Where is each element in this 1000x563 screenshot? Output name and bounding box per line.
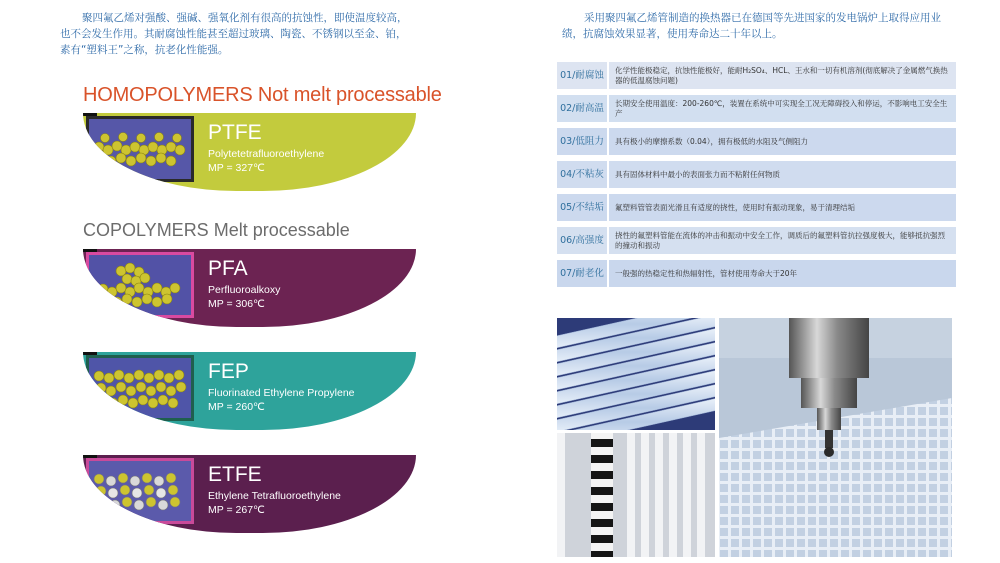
polymer-card-etfe	[83, 455, 416, 533]
property-key: 06/高强度	[557, 227, 609, 254]
photo-ptfe-tubes	[557, 318, 715, 430]
polymer-card-pfa	[83, 249, 416, 327]
property-row	[557, 260, 956, 287]
homopolymers-heading: HOMOPOLYMERS Not melt processable	[83, 84, 442, 106]
property-description: 挠性的氟塑料管能在流体的冲击和振动中安全工作，调质后的氟塑料管抗拉强度极大，能够抵抗强烈的撞动和振动	[609, 227, 956, 254]
polymer-fullname-ptfe: Polytetetrafluoroethylene	[208, 148, 325, 160]
polymer-mp-ptfe: MP = 327℃	[208, 162, 265, 174]
polymer-card-ptfe	[83, 113, 416, 191]
property-row	[557, 161, 956, 188]
polymer-mp-pfa: MP = 306℃	[208, 298, 265, 310]
property-row	[557, 128, 956, 155]
property-key: 01/耐腐蚀	[557, 62, 609, 89]
property-table	[557, 56, 956, 293]
polymer-fullname-etfe: Ethylene Tetrafluoroethylene	[208, 490, 341, 502]
property-row	[557, 95, 956, 122]
property-row	[557, 227, 956, 254]
polymer-fullname-fep: Fluorinated Ethylene Propylene	[208, 387, 355, 399]
polymer-mp-etfe: MP = 267℃	[208, 504, 265, 516]
polymer-mp-fep: MP = 260℃	[208, 401, 265, 413]
molecule-image-pfa	[86, 252, 194, 318]
copolymers-heading: COPOLYMERS Melt processable	[83, 220, 350, 240]
property-description: 一般强的热稳定性和热辐射性，管材使用寿命大于20年	[609, 260, 956, 287]
property-description: 具有极小的摩擦系数（0.04），拥有极低的水阻及气侧阻力	[609, 128, 956, 155]
property-row	[557, 194, 956, 221]
property-key: 07/耐老化	[557, 260, 609, 287]
property-description: 化学性能极稳定，抗蚀性能极好，能耐H₂SO₄、HCL、王水和一切有机溶剂(彻底解决了金属燃气换热器的低温腐蚀问题)	[609, 62, 956, 89]
property-description: 长期安全使用温度：200-260℃，装置在系统中可实现全工况无障碍投入和停运，不影响电工安全生产	[609, 95, 956, 122]
polymer-fullname-pfa: Perfluoroalkoxy	[208, 284, 281, 296]
polymer-name-etfe: ETFE	[208, 463, 262, 486]
molecule-image-ptfe	[86, 116, 194, 182]
property-key: 03/低阻力	[557, 128, 609, 155]
property-key: 04/不粘灰	[557, 161, 609, 188]
property-key: 02/耐高温	[557, 95, 609, 122]
photo-machining-spindle	[719, 318, 952, 557]
property-description: 具有固体材料中最小的表面张力而不粘附任何物质	[609, 161, 956, 188]
molecule-image-etfe	[86, 458, 194, 524]
property-key: 05/不结垢	[557, 194, 609, 221]
right-intro-text: 采用聚四氟乙烯管制造的换热器已在德国等先进国家的发电锅炉上取得应用业绩，抗腐蚀效果显著，使用寿命达二十年以上。	[562, 12, 941, 40]
left-intro-text: 聚四氟乙烯对强酸、强碱、强氧化剂有很高的抗蚀性，即使温度较高，也不会发生作用。其耐腐蚀性能甚至超过玻璃、陶瓷、不锈钢以至金、铂，素有“塑料王”之称，抗老化性能强。	[60, 12, 408, 56]
property-description: 氟塑料管管表面光滑且有适度的挠性，使用时有振动现象，易于清理结垢	[609, 194, 956, 221]
property-row	[557, 62, 956, 89]
polymer-name-fep: FEP	[208, 360, 249, 383]
polymer-name-ptfe: PTFE	[208, 121, 262, 144]
polymer-name-pfa: PFA	[208, 257, 248, 280]
polymer-card-fep	[83, 352, 416, 430]
photo-tube-bundle	[557, 433, 715, 557]
molecule-image-fep	[86, 355, 194, 421]
